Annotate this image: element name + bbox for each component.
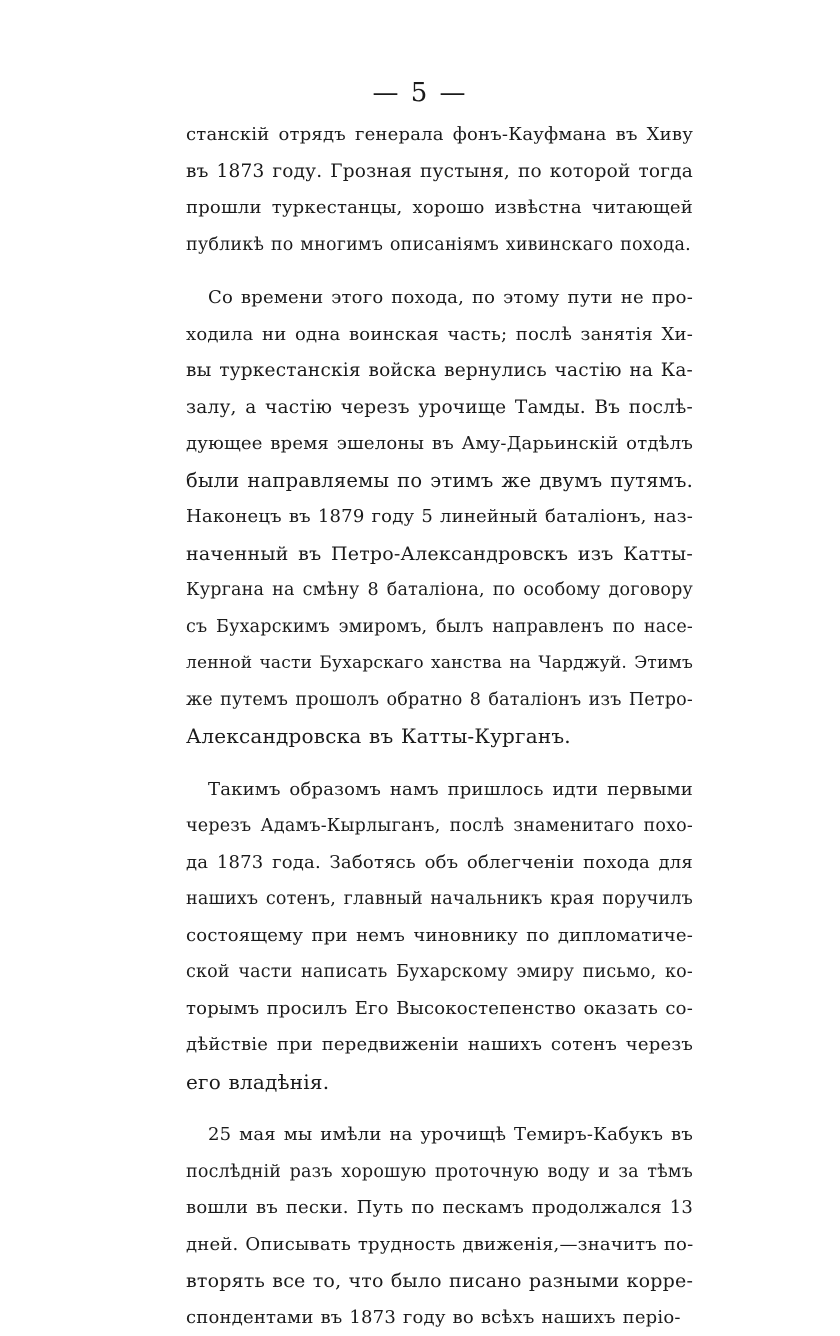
page-number: — 5 — <box>0 78 840 108</box>
text-line: ходила ни одна воинская часть; послѣ занятія Хи- <box>186 317 693 354</box>
text-line: публикѣ по многимъ описаніямъ хивинскаго похода. <box>186 227 693 264</box>
text-line: же путемъ прошолъ обратно 8 баталіонъ изъ Петро- <box>186 682 693 719</box>
text-line: Кургана на смѣну 8 баталіона, по особому договору <box>186 572 693 609</box>
text-line: залу, а частію черезъ урочище Тамды. Въ послѣ- <box>186 390 693 427</box>
text-line: Такимъ образомъ намъ пришлось идти первыми <box>186 772 693 809</box>
text-line: да 1873 года. Заботясь объ облегченіи похода для <box>186 845 693 882</box>
text-line: его владѣнія. <box>186 1064 693 1101</box>
text-line: спондентами въ 1873 году во всѣхъ нашихъ періо- <box>186 1300 693 1336</box>
text-line: ленной части Бухарскаго ханства на Чарджуй. Этимъ <box>186 645 693 682</box>
text-line: дней. Описывать трудность движенія,—значитъ по- <box>186 1227 693 1264</box>
text-line: вы туркестанскія войска вернулись частію на Ка- <box>186 353 693 390</box>
paragraph <box>186 280 693 755</box>
text-line: съ Бухарскимъ эмиромъ, былъ направленъ по насе- <box>186 609 693 646</box>
text-line: состоящему при немъ чиновнику по дипломатиче- <box>186 918 693 955</box>
text-line: вторять все то, что было писано разными корре- <box>186 1263 693 1300</box>
text-line: станскій отрядъ генерала фонъ-Кауфмана въ Хиву <box>186 117 693 154</box>
text-line: Со времени этого похода, по этому пути не про- <box>186 280 693 317</box>
text-line: дѣйствіе при передвиженіи нашихъ сотенъ черезъ <box>186 1027 693 1064</box>
text-line: послѣдній разъ хорошую проточную воду и за тѣмъ <box>186 1154 693 1191</box>
text-line: 25 мая мы имѣли на урочищѣ Темиръ-Кабукъ въ <box>186 1117 693 1154</box>
text-line: прошли туркестанцы, хорошо извѣстна читающей <box>186 190 693 227</box>
text-line: торымъ просилъ Его Высокостепенство оказать со- <box>186 991 693 1028</box>
paragraph <box>186 117 693 263</box>
text-line: черезъ Адамъ-Кырлыганъ, послѣ знаменитаго похо- <box>186 808 693 845</box>
text-line: наченный въ Петро-Александровскъ изъ Катты- <box>186 536 693 573</box>
text-line: дующее время эшелоны въ Аму-Дарьинскій отдѣлъ <box>186 426 693 463</box>
body-text <box>186 117 693 1336</box>
text-line: вошли въ пески. Путь по пескамъ продолжался 13 <box>186 1190 693 1227</box>
paragraph <box>186 1117 693 1336</box>
text-line: нашихъ сотенъ, главный начальникъ края поручилъ <box>186 881 693 918</box>
text-line: были направляемы по этимъ же двумъ путямъ. <box>186 463 693 500</box>
paragraph <box>186 772 693 1101</box>
text-line: Александровска въ Катты-Курганъ. <box>186 718 693 755</box>
text-line: ской части написать Бухарскому эмиру письмо, ко- <box>186 954 693 991</box>
text-line: Наконецъ въ 1879 году 5 линейный баталіонъ, наз- <box>186 499 693 536</box>
text-line: въ 1873 году. Грозная пустыня, по которой тогда <box>186 154 693 191</box>
